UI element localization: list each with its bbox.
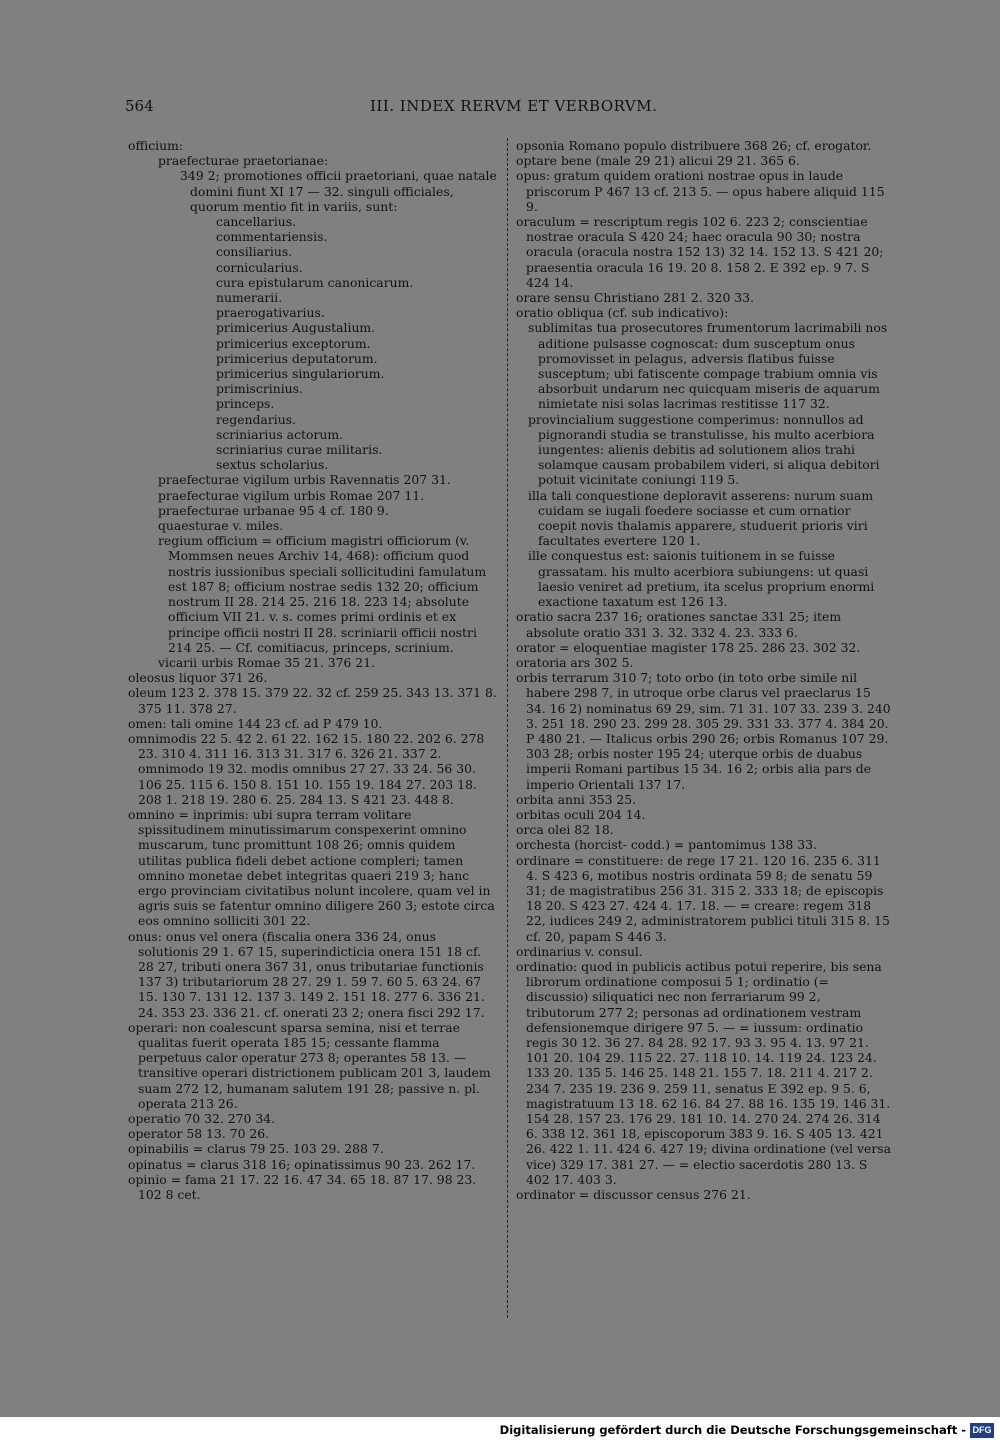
- index-entry: omnimodis 22 5. 42 2. 61 22. 162 15. 180 22. 202 6. 278 23. 310 4. 311 16. 313 31. 317 6. 326 21. 337 2. omnimodo 19 32. modis omnibus 27 27. 33 24. 56 30. 106 25. 115 6. 150 8. 151 10. 155 19. 184 27. 203 18. 208 1. 218 19. 280 6. 25. 284 13. S 421 23. 448 8.: [128, 730, 485, 807]
- index-entry: orca olei 82 18.: [516, 822, 614, 838]
- index-entry: onus: onus vel onera (fiscalia onera 336 24, onus solutionis 29 1. 67 15, superindicticia onera 151 18 cf. 28 27, tributi onera 367 31, onus tributariae functionis 137 3) tributariorum 28 27. 29 1. 59 7. 60 5. 63 24. 67 15. 130 7. 131 12. 137 3. 149 2. 151 18. 277 6. 336 21. 24. 353 23. 336 21. cf. onerati 23 2; onera fisci 292 17.: [128, 928, 485, 1020]
- index-entry: opinatus = clarus 318 16; opinatissimus 90 23. 262 17.: [128, 1156, 476, 1172]
- running-title: III. INDEX RERVM ET VERBORVM.: [370, 97, 658, 115]
- index-entry: quaesturae v. miles.: [158, 518, 284, 534]
- index-entry: ordinare = constituere: de rege 17 21. 120 16. 235 6. 311 4. S 423 6, motibus nostris ordinata 59 8; de senatu 59 31; de magistratibus 256 31. 315 2. 333 18; de episcopis 18 20. S 423 27. 424 4. 17. 18. — = creare: regem 318 22, iudices 249 2, administratorem publici tituli 315 8. 15 cf. 20, papam S 446 3.: [516, 852, 890, 944]
- index-entry: orbitas oculi 204 14.: [516, 806, 646, 822]
- index-entry: officium:: [128, 138, 184, 153]
- index-entry: praefecturae praetorianae:: [158, 153, 329, 169]
- index-entry: primicerius deputatorum.: [216, 350, 378, 366]
- index-entry: ordinatio: quod in publicis actibus potui reperire, bis sena librorum ordinatione composui 5 1; ordinatio (= discussio) siliquatici nec non ferrariarum 99 2, tributorum 277 2; personas ad ordinationem vestram defensionemque dirigere 97 5. — = iussum: ordinatio regis 30 12. 36 27. 84 28. 92 17. 93 3. 95 4. 13. 97 21. 101 20. 104 29. 115 22. 27. 118 10. 14. 119 24. 123 24. 133 20. 135 5. 146 25. 148 21. 155 7. 18. 211 4. 217 2. 234 7. 235 19. 236 9. 259 11, senatus E 392 ep. 9 5. 6, magistratuum 13 18. 62 16. 84 27. 88 16. 135 19. 146 31. 154 28. 157 23. 176 29. 181 10. 14. 270 24. 274 26. 314 6. 338 12. 361 18, episcoporum 383 9. 16. S 405 13. 421 26. 422 1. 11. 424 6. 427 19; divina ordinatione (vel versa vice) 329 17. 381 27. — = electio sacerdotis 280 13. S 402 17. 403 3.: [516, 958, 891, 1187]
- page-header: [125, 97, 885, 117]
- index-entry: sublimitas tua prosecutores frumentorum lacrimabili nos aditione pulsasse cognoscat: dum susceptum onus promovisset in pelagus, adversis flatibus fuisse susceptum; ubi fatiscente compage trabium omnia vis absorbuit undarum nec quicquam miseris de aquarum nimietate nisi solas lacrimas restitisse 117 32.: [528, 320, 888, 412]
- index-entry: vicarii urbis Romae 35 21. 376 21.: [158, 654, 376, 670]
- index-entry: opinio = fama 21 17. 22 16. 47 34. 65 18. 87 17. 98 23. 102 8 cet.: [128, 1171, 477, 1203]
- index-entry: operatio 70 32. 270 34.: [128, 1111, 276, 1126]
- index-entry: orchesta (horcist- codd.) = pantomimus 138 33.: [516, 837, 817, 853]
- footer-bar: [0, 1417, 1000, 1445]
- index-entry: oleum 123 2. 378 15. 379 22. 32 cf. 259 25. 343 13. 371 8. 375 11. 378 27.: [128, 685, 497, 716]
- page-number: 564: [125, 97, 154, 115]
- index-entry: regendarius.: [216, 411, 296, 427]
- index-entry: opsonia Romano populo distribuere 368 26; cf. erogator.: [516, 138, 872, 153]
- index-entry: cura epistularum canonicarum.: [216, 274, 414, 290]
- index-entry: orator = eloquentiae magister 178 25. 286 23. 302 32.: [516, 639, 861, 655]
- index-entry: numerarii.: [216, 290, 283, 306]
- index-entry: opus: gratum quidem orationi nostrae opus in laude priscorum P 467 13 cf. 213 5. — opus habere aliquid 115 9.: [516, 168, 885, 214]
- index-entry: ille conquestus est: saionis tuitionem in se fuisse grassatam. his multo acerbiora subiungens: ut quasi laesio veniret ad pretium, ita scelus proprium enormi exactione taxatum est 126 13.: [528, 548, 875, 610]
- index-entry: operator 58 13. 70 26.: [128, 1126, 270, 1142]
- index-entry: orbita anni 353 25.: [516, 791, 637, 807]
- index-entry: primiscrinius.: [216, 381, 303, 397]
- index-entry: provincialium suggestione comperimus: nonnullos ad pignorandi studia se transtulisse, his multo acerbiora iungentes: alienis debitis ad solutionem alios trahi solamque causam probabilem videri, si aliqua debitori potuit vicinitate coniungi 119 5.: [528, 411, 880, 488]
- index-entry: optare bene (male 29 21) alicui 29 21. 365 6.: [516, 153, 800, 169]
- index-entry: praefecturae vigilum urbis Ravennatis 207 31.: [158, 472, 451, 488]
- index-entry: orare sensu Christiano 281 2. 320 33.: [516, 290, 754, 306]
- index-entry: primicerius Augustalium.: [216, 320, 376, 336]
- index-entry: scriniarius actorum.: [216, 426, 344, 442]
- index-entry: oratoria ars 302 5.: [516, 654, 634, 670]
- index-entry: omnino = inprimis: ubi supra terram volitare spissitudinem minutissimarum conspexerint omnino muscarum, tunc promittunt 108 26; omnis quidem utilitas publica fideli debet actione compleri; tamen omnino monetae debet integritas quaeri 219 3; hanc ergo provinciam civitatibus nolunt incolere, quam vel in agris suis se fatentur omnino diligere 260 3; estote circa eos omnino solliciti 301 22.: [128, 806, 495, 929]
- index-entry: oraculum = rescriptum regis 102 6. 223 2; conscientiae nostrae oracula S 420 24; haec oracula 90 30; nostra oracula (oracula nostra 152 13) 32 14. 152 13. S 421 20; praesentia oracula 16 19. 20 8. 158 2. E 392 ep. 9 7. S 424 14.: [516, 214, 884, 290]
- index-entry: operari: non coalescunt sparsa semina, nisi et terrae qualitas fuerit operata 185 15; cessante flamma perpetuus calor operatur 273 8; operantes 58 13. — transitive operari districtionem publicam 201 3, laudem suam 272 12, humanam salutem 191 28; passive n. pl. operata 213 26.: [128, 1019, 491, 1111]
- index-entry: consiliarius.: [216, 244, 293, 260]
- funding-note: Digitalisierung gefördert durch die Deutsche Forschungsgemeinschaft -: [499, 1423, 966, 1437]
- index-column-right: [516, 138, 892, 1202]
- index-entry: ordinator = discussor census 276 21.: [516, 1187, 751, 1203]
- index-entry: scriniarius curae militaris.: [216, 442, 383, 458]
- index-entry: regium officium = officium magistri officiorum (v. Mommsen neues Archiv 14, 468): officium quod nostris iussionibus speciali sollicitudini famulatum est 187 8; officium nostrae sedis 132 20; officium nostrum II 28. 214 25. 216 18. 223 14; absolute officium VII 21. v. s. comes primi ordinis et ex principe officii nostri II 28. scriniarii officii nostri 214 25. — Cf. comitiacus, princeps, scrinium.: [158, 533, 487, 655]
- index-entry: oratio obliqua (cf. sub indicativo):: [516, 305, 729, 321]
- index-entry: illa tali conquestione deploravit asserens: nurum suam cuidam se iugali foedere sociasse et cum ornatior coepit novis thalamis apparere, studuerit prioris viri facultates evertere 120 1.: [528, 487, 874, 549]
- index-entry: opinabilis = clarus 79 25. 103 29. 288 7.: [128, 1141, 384, 1157]
- index-entry: princeps.: [216, 396, 275, 412]
- index-entry: 349 2; promotiones officii praetoriani, quae natale domini fiunt XI 17 — 32. singuli officiales, quorum mentio fit in variis, sunt:: [180, 168, 497, 214]
- index-entry: primicerius singulariorum.: [216, 366, 385, 382]
- index-entry: ordinarius v. consul.: [516, 943, 643, 959]
- index-entry: praefecturae vigilum urbis Romae 207 11.: [158, 487, 425, 503]
- index-entry: sextus scholarius.: [216, 457, 329, 473]
- index-entry: oleosus liquor 371 26.: [128, 670, 268, 686]
- index-entry: commentariensis.: [216, 229, 328, 245]
- index-entry: orbis terrarum 310 7; toto orbo (in toto orbe simile nil habere 298 7, in utroque orbe clarus vel praeclarus 15 34. 16 2) nominatus 69 29, sim. 71 31. 107 33. 239 3. 240 3. 251 18. 290 23. 299 28. 305 29. 331 33. 377 4. 384 20. P 480 21. — Italicus orbis 290 26; orbis Romanus 107 29. 303 28; orbis noster 195 24; uterque orbis de duabus imperii Romani partibus 15 34. 16 2; orbis alia pars de imperio Orientali 137 17.: [516, 670, 891, 792]
- column-divider: [507, 138, 508, 1318]
- index-entry: omen: tali omine 144 23 cf. ad P 479 10.: [128, 715, 383, 731]
- index-entry: praerogativarius.: [216, 305, 325, 321]
- index-column-left: [128, 138, 500, 1202]
- index-entry: primicerius exceptorum.: [216, 335, 371, 351]
- index-entry: cancellarius.: [216, 214, 297, 230]
- dfg-logo-icon: DFG: [970, 1423, 994, 1438]
- index-entry: cornicularius.: [216, 259, 303, 275]
- index-entry: oratio sacra 237 16; orationes sanctae 331 25; item absolute oratio 331 3. 32. 332 4. 23. 333 6.: [516, 609, 842, 640]
- index-entry: praefecturae urbanae 95 4 cf. 180 9.: [158, 502, 389, 518]
